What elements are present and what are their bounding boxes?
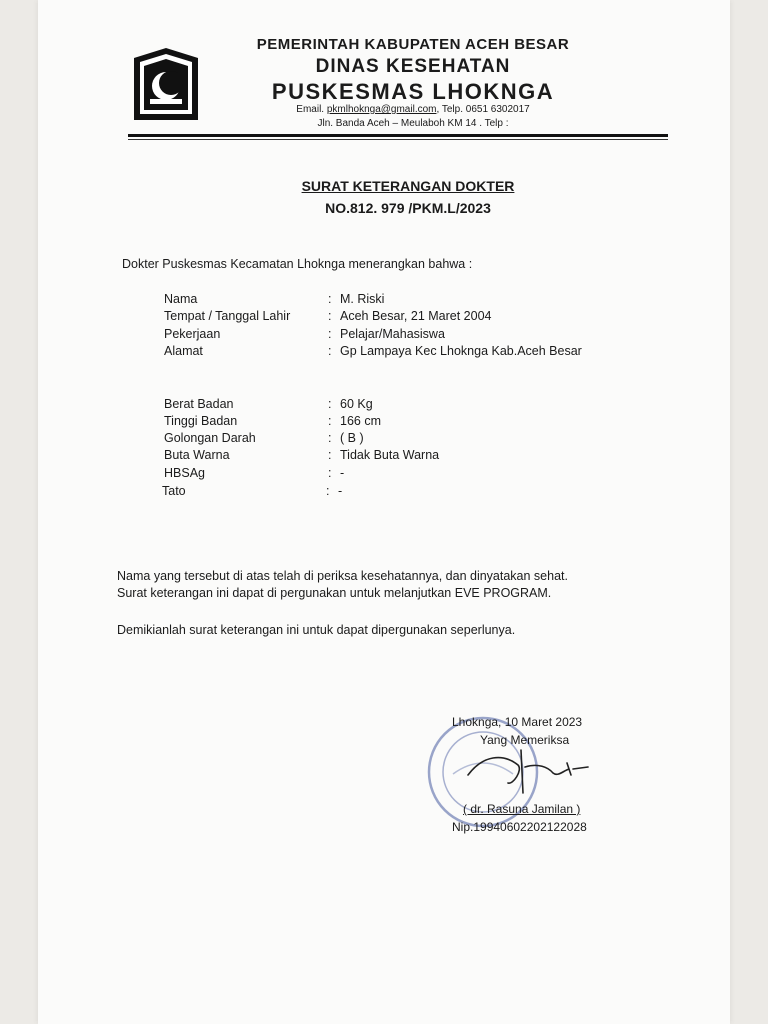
field-value: Gp Lampaya Kec Lhoknga Kab.Aceh Besar: [340, 344, 582, 358]
letterhead-divider-thin: [128, 139, 668, 140]
field-value: 60 Kg: [340, 397, 373, 411]
field-separator: :: [328, 397, 332, 411]
field-value: 166 cm: [340, 414, 381, 428]
letterhead-institution: PUSKESMAS LHOKNGA: [271, 79, 555, 104]
field-value: Tidak Buta Warna: [340, 448, 440, 462]
field-separator: :: [328, 448, 332, 462]
signatory-name: ( dr. Rasuna Jamilan ): [463, 802, 581, 816]
field-label: Pekerjaan: [164, 327, 221, 341]
letter-page: [38, 0, 730, 1024]
field-value: Pelajar/Mahasiswa: [340, 327, 445, 341]
letterhead-divider: [128, 134, 668, 137]
field-value: M. Riski: [340, 292, 385, 306]
field-value: ( B ): [340, 431, 364, 445]
field-separator: :: [328, 344, 332, 358]
field-label: Alamat: [164, 344, 203, 358]
field-separator: :: [328, 431, 332, 445]
letterhead-email: pkmlhoknga@gmail.com: [326, 104, 437, 115]
signature-place-date: Lhoknga, 10 Maret 2023: [452, 715, 583, 729]
statement-closing: Demikianlah surat keterangan ini untuk dapat dipergunakan seperlunya.: [117, 623, 516, 637]
letterhead-contact: Email. pkmlhoknga@gmail.com, Telp. 0651 6302017: [296, 104, 530, 115]
handwritten-signature: [463, 745, 593, 795]
field-separator: :: [328, 414, 332, 428]
document-title: SURAT KETERANGAN DOKTER: [301, 178, 515, 194]
field-value: Aceh Besar, 21 Maret 2004: [340, 309, 492, 323]
letterhead-government: PEMERINTAH KABUPATEN ACEH BESAR: [256, 36, 570, 53]
field-value: -: [340, 466, 345, 480]
field-label: Nama: [164, 292, 198, 306]
field-separator: :: [326, 484, 330, 498]
document-number: NO.812. 979 /PKM.L/2023: [325, 200, 491, 216]
field-label: HBSAg: [164, 466, 205, 480]
field-label: Tato: [162, 484, 186, 498]
field-separator: :: [328, 309, 332, 323]
field-separator: :: [328, 292, 332, 306]
signatory-nip: Nip.19940602202122028: [452, 820, 587, 834]
letterhead-department: DINAS KESEHATAN: [315, 56, 511, 77]
field-label: Tempat / Tanggal Lahir: [164, 309, 291, 323]
letterhead-phone: , Telp. 0651 6302017: [436, 104, 530, 115]
signature-role: Yang Memeriksa: [480, 733, 570, 747]
field-separator: :: [328, 327, 332, 341]
field-label: Tinggi Badan: [164, 414, 238, 428]
letterhead-address: Jln. Banda Aceh – Meulaboh KM 14 . Telp :: [317, 118, 509, 129]
field-label: Buta Warna: [164, 448, 230, 462]
field-value: -: [338, 484, 343, 498]
government-emblem-logo: [130, 46, 202, 122]
field-separator: :: [328, 466, 332, 480]
statement-purpose: Surat keterangan ini dapat di pergunakan untuk melanjutkan EVE PROGRAM.: [117, 586, 552, 600]
field-label: Berat Badan: [164, 397, 234, 411]
intro-statement: Dokter Puskesmas Kecamatan Lhoknga menerangkan bahwa :: [122, 257, 473, 271]
field-label: Golongan Darah: [164, 431, 256, 445]
statement-healthy: Nama yang tersebut di atas telah di periksa kesehatannya, dan dinyatakan sehat.: [117, 569, 568, 583]
